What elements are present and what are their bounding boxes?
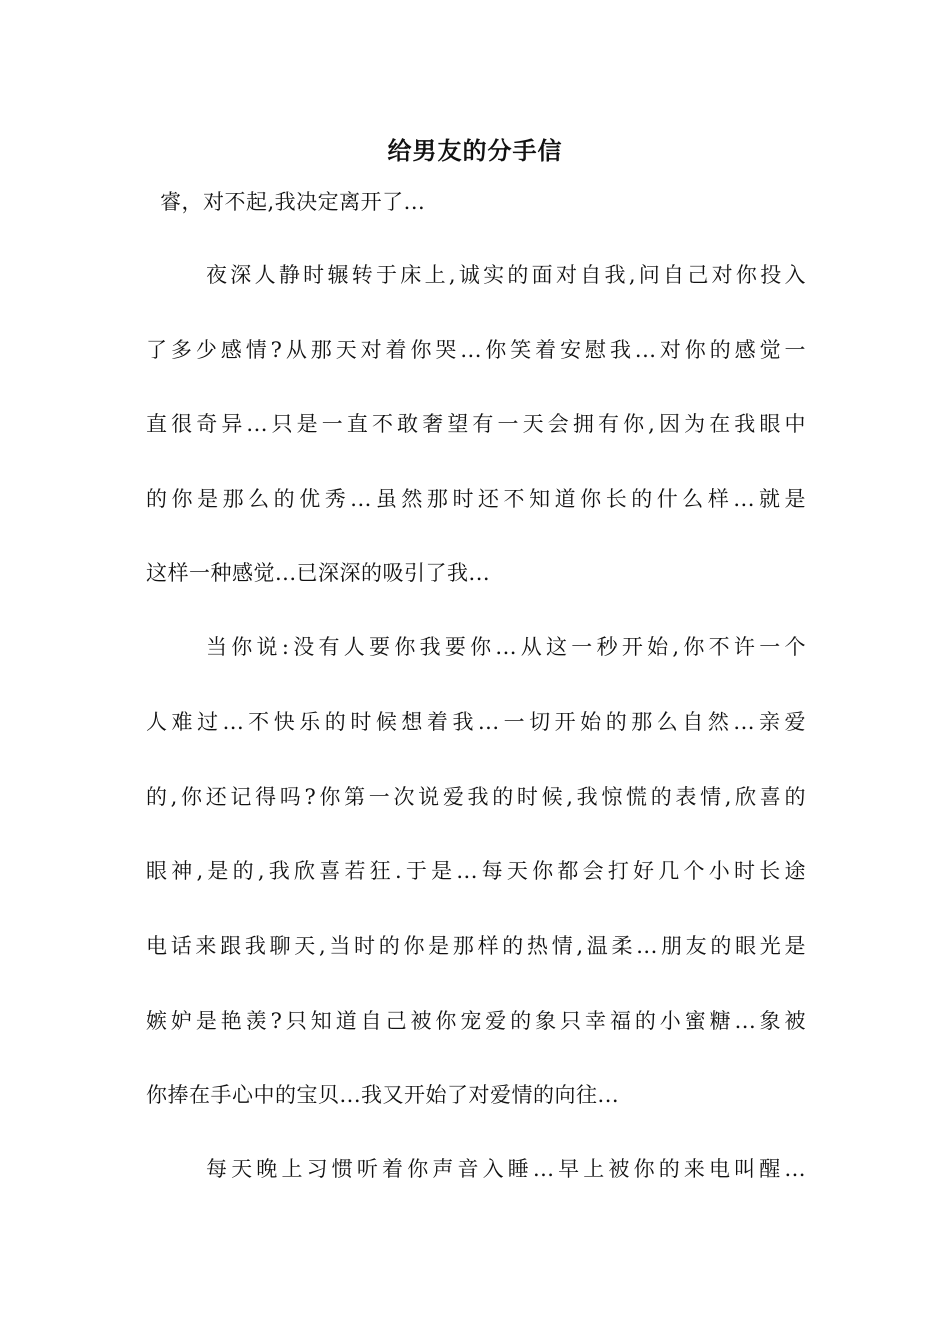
paragraph-2-line-1: 当你说:没有人要你我要你...从这一秒开始,你不许一个 [206,635,806,659]
paragraph-2-line-4: 眼神,是的,我欣喜若狂.于是...每天你都会打好几个小时长途 [146,859,806,883]
paragraph-1-line-3: 直很奇异...只是一直不敢奢望有一天会拥有你,因为在我眼中 [146,412,806,436]
paragraph-2-line-2: 人难过...不快乐的时候想着我...一切开始的那么自然...亲爱 [146,710,806,734]
paragraph-2-line-7: 你捧在手心中的宝贝...我又开始了对爱情的向往... [146,1083,620,1107]
paragraph-2-line-6: 嫉妒是艳羡?只知道自己被你宠爱的象只幸福的小蜜糖...象被 [146,1009,806,1033]
paragraph-1-line-1: 夜深人静时辗转于床上,诚实的面对自我,问自己对你投入 [206,263,806,287]
document-title: 给男友的分手信 [387,136,563,165]
paragraph-1-line-5: 这样一种感觉...已深深的吸引了我... [146,561,491,585]
salutation: 睿，对不起,我决定离开了... [160,190,426,214]
paragraph-1-line-2: 了多少感情?从那天对着你哭...你笑着安慰我...对你的感觉一 [146,338,806,362]
paragraph-1-line-4: 的你是那么的优秀...虽然那时还不知道你长的什么样...就是 [146,487,806,511]
paragraph-2-line-3: 的,你还记得吗?你第一次说爱我的时候,我惊慌的表情,欣喜的 [146,785,806,809]
paragraph-2-line-5: 电话来跟我聊天,当时的你是那样的热情,温柔...朋友的眼光是 [146,934,806,958]
paragraph-3-line-1: 每天晚上习惯听着你声音入睡...早上被你的来电叫醒... [206,1157,806,1181]
